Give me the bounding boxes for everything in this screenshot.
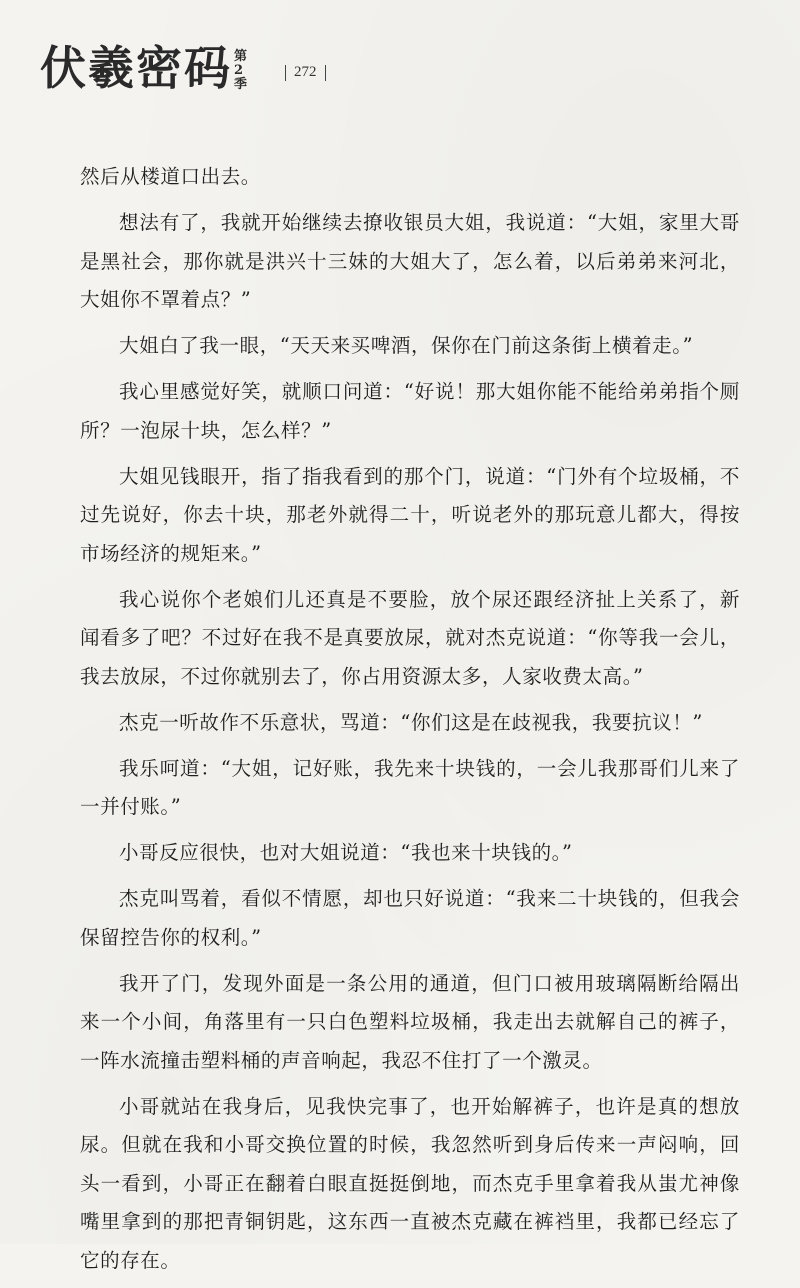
body-text xyxy=(80,158,740,1288)
page-number-value: 272 xyxy=(294,64,317,80)
paragraph: 小哥就站在我身后，见我快完事了，也开始解裤子，也许是真的想放尿。但就在我和小哥交换位置的时候，我忽然听到身后传来一声闷响，回头一看到，小哥正在翻着白眼直挺挺倒地，而杰克手里拿着我从蚩尤神像嘴里拿到的那把青铜钥匙，这东西一直被杰克藏在裤裆里，我都已经忘了它的存在。 xyxy=(80,1094,740,1272)
paragraph: 我开了门，发现外面是一条公用的通道，但门口被用玻璃隔断给隔出来一个小间，角落里有一只白色塑料垃圾桶，我走出去就解自己的裤子，一阵水流撞击塑料桶的声音响起，我忍不住打了一个激灵。 xyxy=(80,971,740,1072)
paragraph: 想法有了，我就开始继续去撩收银员大姐，我说道：“大姐，家里大哥是黑社会，那你就是洪兴十三妹的大姐大了，怎么着，以后弟弟来河北，大姐你不罩着点？” xyxy=(80,211,740,311)
paragraph: 然后从楼道口出去。 xyxy=(80,165,261,188)
book-title: 伏羲密码 xyxy=(40,41,232,95)
page-number-right-bar xyxy=(325,65,326,81)
paragraph: 我心说你个老娘们儿还真是不要脸，放个尿还跟经济扯上关系了，新闻看多了吧？不过好在我不是真要放尿，就对杰克说道：“你等我一会儿，我去放尿，不过你就别去了，你占用资源太多，人家收费太高。” xyxy=(80,587,740,688)
season-char-3: 季 xyxy=(234,77,248,92)
season-char-2: 2 xyxy=(234,63,244,78)
season-char-1: 第 xyxy=(234,49,248,64)
page-number xyxy=(277,64,334,81)
season-label xyxy=(234,50,247,92)
paragraph: 我乐呵道：“大姐，记好账，我先来十块钱的，一会儿我那哥们儿来了一并付账。” xyxy=(80,756,740,818)
paragraph: 杰克叫骂着，看似不情愿，却也只好说道：“我来二十块钱的，但我会保留控告你的权利。” xyxy=(80,887,740,949)
paragraph: 大姐见钱眼开，指了指我看到的那个门，说道：“门外有个垃圾桶，不过先说好，你去十块，那老外就得二十，听说老外的那玩意儿都大，得按市场经济的规矩来。” xyxy=(80,464,740,565)
paragraph: 大姐白了我一眼，“天天来买啤酒，保你在门前这条街上横着走。” xyxy=(119,334,694,357)
page-number-left-bar xyxy=(285,65,286,81)
paragraph: 我心里感觉好笑，就顺口问道：“好说！那大姐你能不能给弟弟指个厕所？一泡尿十块，怎么样？” xyxy=(80,380,740,442)
paragraph: 杰克一听故作不乐意状，骂道：“你们这是在歧视我，我要抗议！” xyxy=(119,710,703,734)
running-header xyxy=(40,38,334,108)
paragraph: 小哥反应很快，也对大姐说道：“我也来十块钱的。” xyxy=(119,841,573,864)
